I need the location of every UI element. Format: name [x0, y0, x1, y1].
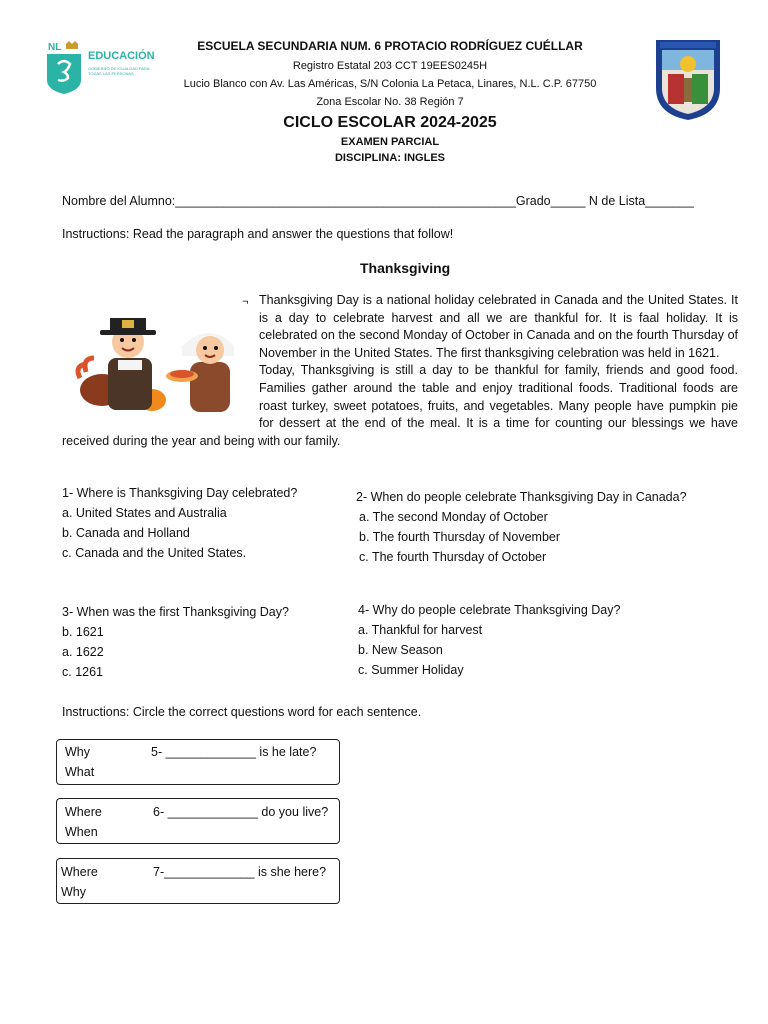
- reading-paragraph: [62, 292, 738, 450]
- paragraph-2b: for dessert at the end of the meal. It is a time for counting our blessings we have received during the year and being with our family.: [62, 416, 738, 448]
- logo-name: EDUCACIÓN: [88, 50, 155, 62]
- word-option: Where: [65, 805, 102, 819]
- school-name: ESCUELA SECUNDARIA NUM. 6 PROTACIO RODRÍGUEZ CUÉLLAR: [197, 39, 583, 53]
- svg-text:NL: NL: [48, 42, 62, 53]
- school-cycle: CICLO ESCOLAR 2024-2025: [283, 114, 497, 131]
- option: b. Canada and Holland: [62, 526, 190, 540]
- word-option: What: [65, 765, 95, 779]
- option: c. 1261: [62, 665, 104, 679]
- school-seal-icon: [654, 38, 722, 122]
- option: c. Canada and the United States.: [62, 546, 247, 560]
- stray-mark: ¬: [242, 296, 249, 308]
- nl-education-logo: [44, 40, 164, 96]
- option: b. New Season: [358, 643, 443, 657]
- word-instructions: Instructions: Circle the correct questions word for each sentence.: [62, 705, 422, 719]
- word-box-5: [56, 739, 340, 785]
- exam-type: EXAMEN PARCIAL: [340, 136, 440, 148]
- word-box-6: [56, 798, 340, 844]
- paragraph-2a: Today, Thanksgiving is still a day to be thankful for family, friends and good food. Families gather around the table and enjoy traditional foods. Traditional foods are roast turkey, sweet potatoes, fruits, and vegetables. Many people have pumpkin pie: [259, 363, 738, 413]
- question-text: 3- When was the first Thanksgiving Day?: [62, 605, 289, 619]
- discipline: DISCIPLINA: INGLES: [334, 152, 445, 164]
- paragraph-1: Thanksgiving Day is a national holiday celebrated in Canada and the United States. It is a day to celebrate harvest and all we are thankful for. It is faal holiday. It is celebrated on the second Monday of October in Canada and on the fourth Thursday of November in the United States. The first thanksgiving celebration was held in 1621.: [259, 293, 738, 360]
- student-info-line: Nombre del Alumno:_________________________________________________Grado_____ N de Lista_______: [62, 194, 694, 208]
- address-line: Lucio Blanco con Av. Las Américas, S/N Colonia La Petaca, Linares, N.L. C.P. 67750: [183, 78, 597, 90]
- word-option: Why: [65, 745, 90, 759]
- option: b. The fourth Thursday of November: [359, 530, 561, 544]
- sentence: 7-_____________ is she here?: [153, 865, 327, 879]
- option: c. Summer Holiday: [358, 663, 464, 677]
- sentence: 5- _____________ is he late?: [151, 745, 317, 759]
- question-text: 2- When do people celebrate Thanksgiving Day in Canada?: [356, 490, 687, 504]
- option: a. 1622: [62, 645, 104, 659]
- option: a. United States and Australia: [62, 506, 227, 520]
- shield-logo-icon: [44, 40, 84, 96]
- option: a. The second Monday of October: [359, 510, 548, 524]
- question-text: 4- Why do people celebrate Thanksgiving Day?: [358, 603, 621, 617]
- word-box-7: [56, 858, 340, 904]
- logo-tagline: GOBIERNO DE IGUALDAD PARA TODAS LAS PERSONAS: [88, 66, 150, 76]
- option: c. The fourth Thursday of October: [359, 550, 547, 564]
- question-text: 1- Where is Thanksgiving Day celebrated?: [62, 486, 298, 500]
- word-option: When: [65, 825, 98, 839]
- sentence: 6- _____________ do you live?: [153, 805, 329, 819]
- option: b. 1621: [62, 625, 104, 639]
- word-option: Where: [61, 865, 98, 879]
- question-1: [62, 483, 297, 563]
- zone-line: Zona Escolar No. 38 Región 7: [316, 96, 464, 108]
- question-4: [358, 600, 620, 680]
- question-2: [356, 487, 687, 567]
- registry-line: Registro Estatal 203 CCT 19EES0245H: [292, 60, 488, 72]
- word-option: Why: [61, 885, 86, 899]
- option: a. Thankful for harvest: [358, 623, 483, 637]
- reading-instructions: Instructions: Read the paragraph and answer the questions that follow!: [62, 227, 454, 241]
- question-3: [62, 602, 289, 682]
- reading-title: Thanksgiving: [360, 260, 451, 276]
